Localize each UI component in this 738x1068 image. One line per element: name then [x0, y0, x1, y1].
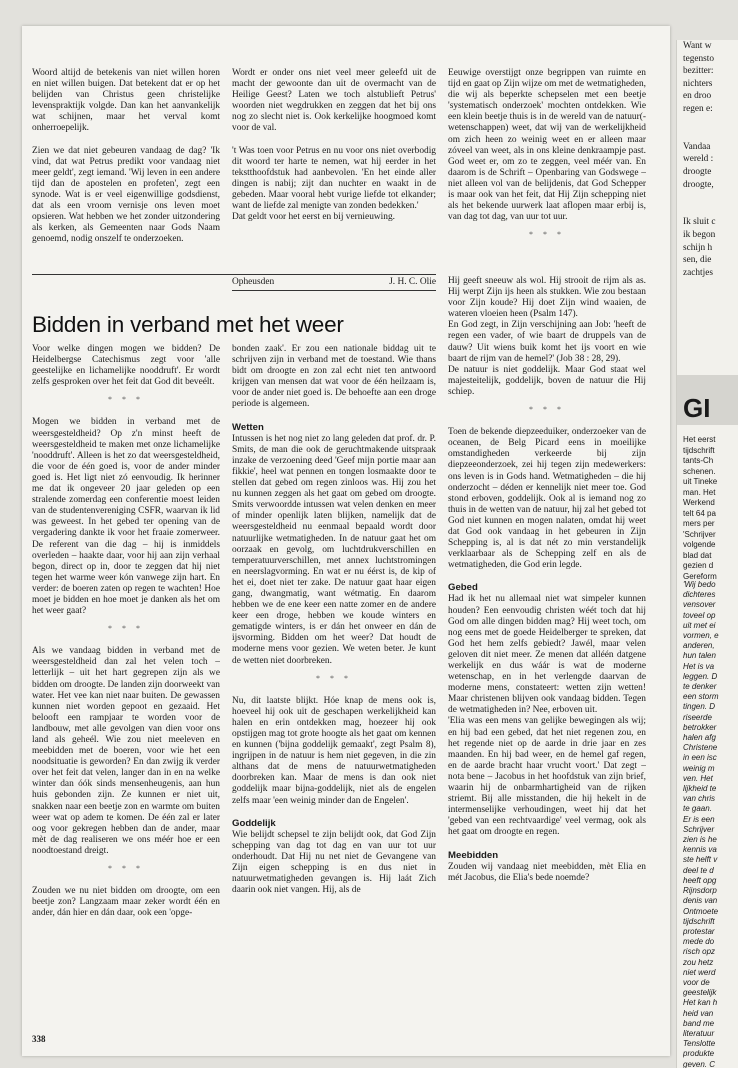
top-column-3	[448, 68, 646, 252]
paragraph: 'Elia was een mens van gelijke bewegingen als wij; en hij bad een gebed, dat het niet regenen zou, en het regende niet op de aarde in drie jaar en zes maanden. En hij bad weer, en de hemel gaf regen, en de aarde bracht haar vrucht voort.' Dat zegt – nota bene – Jacobus in het hoofdstuk van zijn brief, waarin hij de onbarmhartigheid van de rijken striemt. Bij alle misstanden, die hij hekelt in de intermenselijke verhoudingen, weet hij dat het 'gebed van een rechtvaardige' veel vermag, ook als het gaat om droogte en regen.	[448, 716, 646, 838]
adjacent-page-line: literatuur	[683, 1028, 715, 1038]
adjacent-page-line: uit met ei	[683, 620, 716, 630]
adjacent-page-line: nichters	[683, 78, 713, 89]
paragraph: Intussen is het nog niet zo lang geleden dat prof. dr. P. Smits, de man die ook de geruchtmakende uitspraak inzake de verzoening deed 'Geef mijn portie maar aan fikkie', heel wat pennen en tongen losmaakte door te stellen dat gebed om regen zinloos was. Hij zou het nu kunnen zeggen als het gaat om gebed om droogte. Smits verwoordde intussen wat velen denken en meer of minder openlijk laten blijken, namelijk dat de weersgesteldheid nu eenmaal bepaald wordt door natuurlijke wetmatigheden. In de natuur gaat het om oorzaak en gevolg, om luchtdrukverschillen en temperatuurverschillen, met annex luchtstromingen en neerslagvorming. En wat er nu éérst is, de kip of het ei, doet niet ter zake. De natuur gaat haar eigen gang, dwangmatig, want wétmatig. En daarom hebben we de ene keer een natte zomer en de andere keer een droge, hebben we koude winters en gematigde winters, is er dán het onweer en dán de ijsvorming. Bidden om het weer? Dat houdt de moderne mens voor gezien. We weten beter. Je kunt de wetten niet doorbreken.	[232, 433, 436, 666]
adjacent-page-line: tijdschrift	[683, 445, 715, 455]
adjacent-page-line: mede do	[683, 937, 715, 947]
section-divider-stars: * * *	[529, 230, 565, 240]
section-divider-stars: * * *	[108, 624, 144, 634]
adjacent-page-line: sen, die	[683, 255, 712, 266]
paragraph: Zien we dat niet gebeuren vandaag de dag? 'Ik vind, dat wat Petrus predikt voor vandaag niet meer geldt', zegt iemand. 'Wij leven in een andere tijd dan de apostelen en profeten', zegt een synode. Wat is er veel eigenwillige godsdienst, dat als een vroom vernisje ons leven moet opsieren. Wat hebben we het zonder uitzondering als kerken, als Gemeenten naar Gods Naam genoemd, nodig onszelf te onderzoeken.	[32, 145, 220, 245]
adjacent-page-line: Vandaa	[683, 141, 711, 152]
adjacent-page-line: regen e:	[683, 103, 713, 114]
adjacent-page-line: tijdschrift	[683, 916, 715, 926]
adjacent-page-line: te denker	[683, 682, 717, 692]
adjacent-page-line: droogte,	[683, 179, 714, 190]
adjacent-page-line: anderen,	[683, 641, 715, 651]
signature-author: J. H. C. Olie	[389, 277, 436, 287]
subheading-goddelijk: Goddelijk	[232, 817, 276, 829]
adjacent-page-line: dichteres	[683, 590, 716, 600]
adjacent-page-line: ik begon	[683, 229, 716, 240]
adjacent-page-line: lijkheid te	[683, 784, 717, 794]
paragraph: Zouden wij vandaag niet meebidden, mèt Elia en mét Jacobus, die Elia's bede noemde?	[448, 861, 646, 883]
adjacent-page-line: heeft opg	[683, 875, 717, 885]
paragraph: Dat geldt voor het eerst en bij vernieuwing.	[232, 212, 395, 223]
adjacent-page-intro	[683, 435, 738, 582]
paragraph: Mogen we bidden in verband met de weersgesteldheid? Op z'n minst heeft de weersgesteldheid te maken met onze lichamelijke 'nooddruft'. Alleen is het zo dat weersgesteldheid, die voor de één goed is, voor de ander minder goed is. Het ligt niet zó eenvoudig. Ik herinner me dat ik ongeveer 20 jaar geleden op een stralende zomerdag een conferentie moest leiden van de studentenvereniging CSFR, waarvan ik lid was geweest. In het gebed ter opening van de vergadering dankte ik voor het fraaie zomerweer. De referent van die dag – hij is inmiddels overleden – haakte daar, voor hij aan zijn verhaal begon, direct op in, door te zeggen dat hij niet tegen het warme weer kón vanwege zijn hart. En verder: de boeren zaten op regen te wachten! Hoe moet je bidden en hoe moet je danken als het om het weer gaat?	[32, 417, 220, 617]
adjacent-page-line: uit Tineke	[683, 477, 718, 486]
adjacent-page-line: een storm	[683, 692, 719, 702]
section-divider-stars: * * *	[108, 864, 144, 874]
adjacent-page-line: halen afg	[683, 733, 716, 743]
adjacent-page-line: tants-Ch	[683, 456, 714, 465]
adjacent-page-line: hun talen	[683, 651, 716, 661]
adjacent-page-line: produkte	[683, 1049, 715, 1059]
adjacent-page-line	[683, 128, 738, 141]
adjacent-page-line: ven. Het	[683, 773, 713, 783]
adjacent-page-line: gezien d	[683, 561, 714, 570]
adjacent-page-line	[683, 204, 738, 217]
adjacent-page-text	[677, 40, 738, 279]
adjacent-page-line: Ik sluit c	[683, 217, 716, 228]
adjacent-page-line: 'Wij bedo	[683, 580, 716, 589]
paragraph: Hij geeft sneeuw als wol. Hij strooit de rijm als as. Hij werpt Zijn ijs heen als stukken. Wie zou bestaan voor Zijn koude? Hij doet Zijn wind waaien, de wateren vloeien heen (Psalm 147).	[448, 276, 646, 320]
subheading-wetten: Wetten	[232, 421, 264, 433]
adjacent-page-line: weinig m	[683, 763, 715, 773]
adjacent-page-line: Er is een	[683, 814, 715, 824]
paragraph: De natuur is niet goddelijk. Maar God staat wel majesteitelijk, goddelijk, boven de natuur die Hij schiep.	[448, 364, 646, 397]
paragraph: Had ik het nu allemaal niet wat simpeler kunnen houden? Een eenvoudig christen wéét toch dat hij God om alle dingen bidden mag? Hij weet toch, om nog eens met de goede Heidelberger te spreken, dat God het hem zelfs gebiedt? Jawél, maar velen geloven dit niet meer. Ze menen dat alléén datgene werkelijk en dus wáár is wat de moderne wetenschap, en in het verlengde daarvan de moderne mens, constateert: wetten zijn wetten! Maar christenen blijven ook vandaag bidden. Tegen de wetmatigheden in? Nee, erboven uit.	[448, 594, 646, 716]
magazine-page	[22, 26, 670, 1056]
signature-place: Opheusden	[232, 277, 275, 287]
adjacent-page-line: geestelijk	[683, 988, 717, 998]
adjacent-page-line: Want w	[683, 41, 712, 51]
adjacent-page-line: risch opz	[683, 947, 716, 957]
adjacent-page-line: blad dat	[683, 550, 712, 560]
adjacent-page-line: schijn h	[683, 242, 713, 253]
adjacent-page-line: niet werd	[683, 967, 716, 977]
section-divider-stars: * * *	[529, 405, 565, 415]
adjacent-page-line: zou hetz	[683, 957, 714, 967]
paragraph: Wordt er onder ons niet veel meer geleefd uit de macht der gewoonte dan uit de overmacht van de Heilige Geest? Laten we toch alstublieft Petrus' woorden niet wegdrukken en zeggen dat het bij ons nog zo slecht niet is. Ook kerkelijke hoogmoed komt voor de val.	[232, 68, 436, 134]
adjacent-page-line: telt 64 pa	[683, 508, 716, 518]
section-divider-stars: * * *	[108, 395, 144, 405]
adjacent-page-line: man. Het	[683, 487, 716, 497]
adjacent-page-line: ste helft v	[683, 855, 718, 865]
adjacent-page-line: betrokker	[683, 722, 717, 732]
adjacent-page-line: droogte	[683, 166, 712, 177]
adjacent-page-line: tegensto	[683, 53, 714, 64]
adjacent-page-line: Het kan h	[683, 998, 718, 1008]
adjacent-page-italic-text	[683, 580, 738, 1068]
top-column-1	[32, 68, 220, 245]
paragraph: Voor welke dingen mogen we bidden? De Heidelbergse Catechismus zegt voor 'alle geestelijke en lichamelijke nooddruft'. Er wordt zelfs gesproken over het feit dat God dit beveélt.	[32, 344, 220, 388]
top-section-rule	[32, 274, 436, 275]
adjacent-page-line: van chris	[683, 794, 716, 804]
adjacent-page-line	[683, 116, 738, 129]
adjacent-page-line: Tenslotte	[683, 1039, 716, 1049]
paragraph: bonden zaak'. Er zou een nationale biddag uit te schrijven zijn in verband met de toestand. Wie thans bidt om droogte en zon zal echt niet ten antwoord krijgen van mensen dat wat voor de één heilzaam is, voor de ander niet goed is. De behoefte aan een droge periode is algemeen.	[232, 344, 436, 410]
adjacent-page-line: Ontmoete	[683, 906, 719, 916]
adjacent-page-line: geven. C	[683, 1059, 716, 1068]
adjacent-page-line: tingen. D	[683, 702, 716, 712]
adjacent-page-line: Werkend	[683, 498, 715, 507]
adjacent-page-line: kennis va	[683, 845, 717, 855]
adjacent-page-line: zachtjes	[683, 267, 713, 278]
adjacent-page-line: deel te d	[683, 865, 714, 875]
article-column-2	[232, 344, 436, 896]
adjacent-page-edge	[676, 40, 738, 1068]
adjacent-page-line	[683, 191, 738, 204]
adjacent-page-line: Rijnsdorp	[683, 886, 717, 896]
subheading-gebed: Gebed	[448, 582, 478, 594]
paragraph: 't Was toen voor Petrus en nu voor ons niet overbodig dit woord ter harte te nemen, wat hij eerder in het tekstthoofdstuk had aanbevolen. 'En het einde aller dingen is nabij; zijt dan nuchter en waakt in de gebeden. Maar vooral hebt vurige liefde tot elkander; want de liefde zal menigte van zonden bedekken.'	[232, 145, 436, 212]
paragraph: Zouden we nu niet bidden om droogte, om een beetje zon? Langzaam maar zeker wordt één en ander, dán hier en dán daar, ook een 'opge-	[32, 886, 220, 919]
adjacent-page-line: band me	[683, 1018, 715, 1028]
adjacent-page-line: 'Schrijver	[683, 529, 716, 539]
adjacent-page-line: te gaan.	[683, 804, 712, 814]
adjacent-page-line: bezitter:	[683, 66, 714, 77]
top-column-2	[232, 68, 436, 223]
signature-rule	[232, 290, 436, 291]
paragraph: Eeuwige overstijgt onze begrippen van ruimte en tijd en gaat op Zijn wijze om met de wetmatigheden, die wij als beperkte schepselen met een beetje 'systematisch onderzoek' mochten ontdekken. Wie een klein beetje thuis is in de wereld van de natuur(-wetenschappen) weet, dat wij van de werkelijkheid om zich heen zo weinig weet en er alleen maar zóveel van weet, als in ons kleine denkraampje past. God weet er, om zo te zeggen, veel méér van. En daarom is de Schrift – Openbaring van Godswege – niet alleen vol van de belijdenis, dat God Schepper is maar ook van het feit, dat Hij Zijn schepping niet als het bekende uurwerk laat aflopen maar erbij is, van dag tot dag, van uur tot uur.	[448, 68, 646, 223]
section-divider-stars: * * *	[316, 673, 352, 683]
adjacent-page-line: riseerde	[683, 712, 712, 722]
paragraph: Wie belijdt schepsel te zijn belijdt ook, dat God Zijn schepping van dag tot dag en van uur tot uur onderhoudt. Dat Hij nu net niet de Gevangene van Zijn eigen schepping is en dus niet in natuurwetmatigheden gevangen is. Hij laát Zich daarin ook niet vangen. Hij, als de	[232, 829, 436, 896]
subheading-meebidden: Meebidden	[448, 849, 499, 861]
paragraph: Toen de bekende diepzeeduiker, onderzoeker van de oceanen, de Belg Picard eens in moeilijke omstandigheden verkeerde bij zijn diepzeeonderzoek, zei hij tegen zijn medewerkers: ons leven is in Gods hand. Wetmatigheden – die hij onderzocht – déden er kennelijk niet meer toe. God stond erboven, goddelijk. Ook al is iemand nog zo thuis in de wetten van de natuur, hij zal het gebed tot God niet kunnen en mogen nalaten, omdat hij weet dat God ook vandaag in het gebeuren in Zijn Schepping is, al is dat nét zo min verstandelijk verklaarbaar als de Schepping zelf en als de wetmatigheden, die God erin legde.	[448, 427, 647, 571]
adjacent-page-line: wereld :	[683, 154, 714, 165]
adjacent-page-line: en droo	[683, 91, 712, 102]
adjacent-page-line: voor de	[683, 977, 710, 987]
adjacent-page-line: toveel op	[683, 610, 716, 620]
adjacent-page-line: Schrijver	[683, 824, 715, 834]
adjacent-page-line: volgende	[683, 540, 716, 549]
adjacent-page-line: leggen. D	[683, 671, 718, 681]
signature-line	[232, 277, 436, 287]
page-number: 338	[32, 1034, 46, 1044]
adjacent-page-line: vormen, e	[683, 631, 719, 641]
adjacent-page-heading: GI	[683, 393, 711, 423]
adjacent-page-line: mers per	[683, 519, 715, 528]
article-title: Bidden in verband met het weer	[32, 312, 344, 337]
adjacent-page-line: denis van	[683, 896, 718, 906]
adjacent-page-line: schenen.	[683, 466, 716, 476]
paragraph: Woord altijd de betekenis van niet willen horen en niet willen buigen. Dat betekent dat er op het belijden van Christus geen christelijke levenspraktijk volgde. Dan kan het aanvankelijk wat schijnen, maar het verval komt onherroepelijk.	[32, 68, 220, 134]
adjacent-page-line: Het eerst	[683, 435, 716, 444]
paragraph: Als we vandaag bidden in verband met de weersgesteldheid dan zal het velen toch – letterlijk – uit het hart gegrepen zijn als we bidden om droogte. De landen zijn doorweekt van water. Het vee kan niet naar buiten. De gewassen kunnen niet worden gepoot en gezaaid. Het belooft een rampjaar te worden voor de landbouw, met alle gevolgen van dien voor ons land als geheél. Wie zou niet meeleven en meebidden met de boeren, voor wie het een noodsituatie is geworden? En dan zwijg ik verder over het feit dat velen, langer dan in en na welke winter dan óók sinds mensenheugenis, aan hun huis gebonden zijn. Ze kunnen er niet uit, snakken naar een beetje zon en warmte om buiten weer wat op adem te komen. De één zal er later oog voor gekregen hebben dan de ander, maar mèt de dag realiseren we ons méér hoe er een noodtoestand dreigt.	[32, 646, 220, 856]
adjacent-page-line: in een isc	[683, 753, 717, 763]
adjacent-page-line: heid van	[683, 1008, 714, 1018]
article-column-1	[32, 344, 220, 919]
adjacent-page-line: vensover	[683, 600, 716, 610]
article-column-3	[448, 276, 646, 884]
adjacent-page-line: Christene	[683, 743, 718, 753]
adjacent-page-line: Het is va	[683, 661, 715, 671]
adjacent-page-line: zien is he	[683, 835, 717, 845]
paragraph: Nu, dit laatste blijkt. Hóe knap de mens ook is, hoeveel hij ook uit de geschapen werkelijkheid kan halen en erin ontdekken mag, hoezeer hij ook opstijgen mag tot grote hoogte als het gaat om kennen en kunnen ('bijna goddelijk gemaakt', zegt Psalm 8), ingrijpen in de natuur is hem niet gegeven, in die zin althans dat de mens de natuurwetmatigheden doorbreken kan. Maar de mens is dan ook niet goddelijk maar bijna-goddelijk, niet als de engelen zelfs maar 'een weinig minder dan de Engelen'.	[232, 695, 436, 806]
adjacent-page-line: Gereform	[683, 571, 717, 581]
adjacent-page-line: protestar	[683, 926, 715, 936]
paragraph: En God zegt, in Zijn verschijning aan Job: 'heeft de regen een vader, of wie baart de druppels van de dauw? Uit wiens buik komt het ijs voort en wie baart de rijm van de hemel?' (Job 38 : 28, 29).	[448, 320, 646, 364]
